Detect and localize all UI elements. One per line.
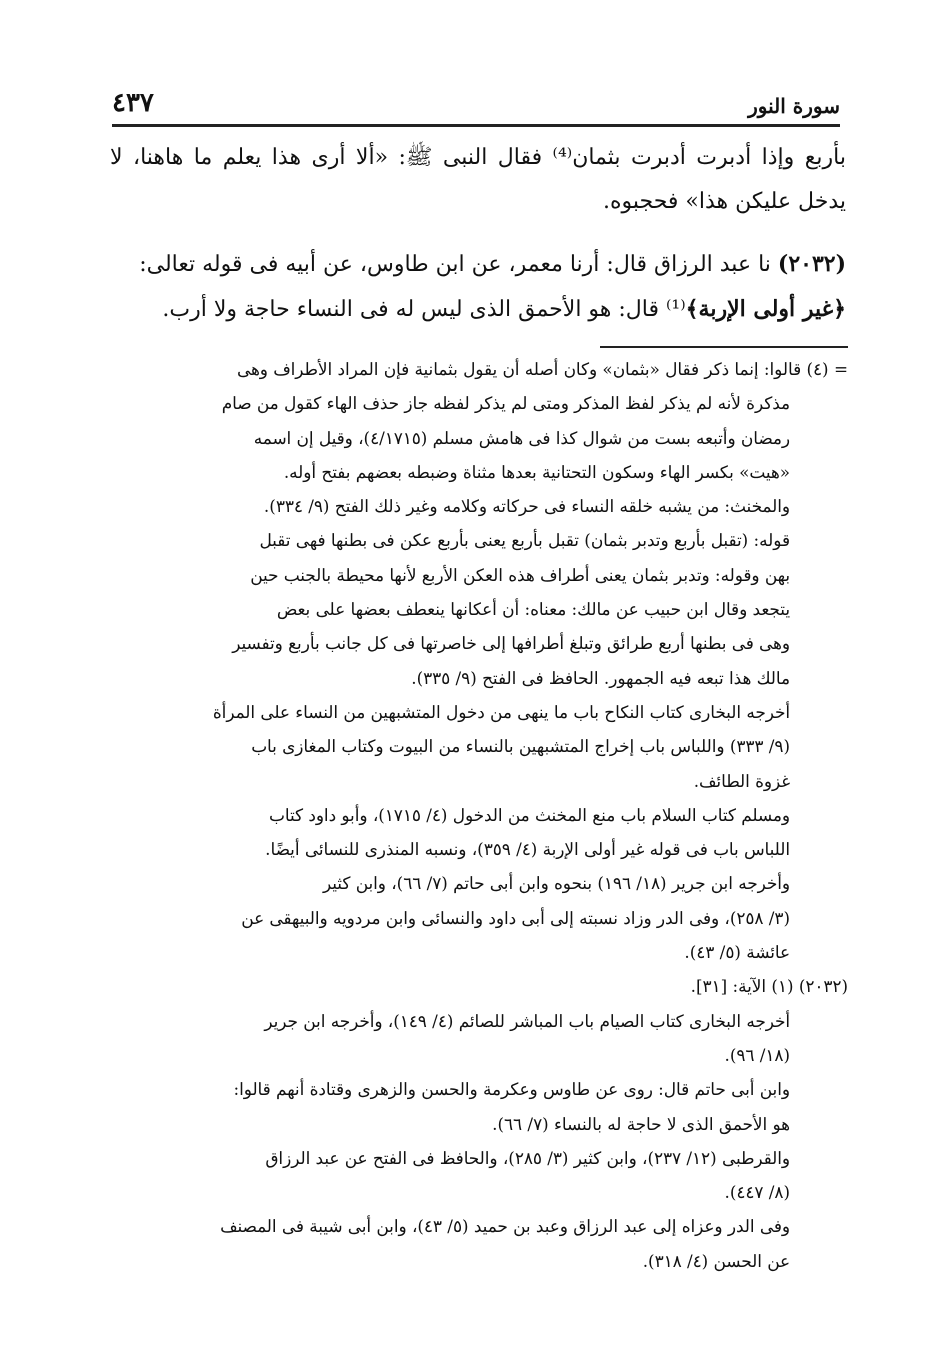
page-number: ٤٣٧ <box>112 88 154 118</box>
footnote-line: (٩/ ٣٣٣) واللباس باب إخراج المتشبهين بالنساء من البيوت وكتاب المغازى باب <box>251 736 790 757</box>
footnote-line: بهن وقوله: وتدبر بثمان يعنى أطراف هذه العكن الأربع لأنها محيطة بالجنب حين <box>250 564 790 585</box>
footnote-line: عن الحسن (٤/ ٣١٨). <box>642 1250 790 1271</box>
footnote-line: اللباس باب فى قوله غير أولى الإربة (٤/ ٣٥٩)، ونسبه المنذرى للنسائى أيضًا. <box>265 839 790 860</box>
continuation-mark: = <box>833 359 848 379</box>
hadith-chain: نا عبد الرزاق قال: أرنا معمر، عن ابن طاوس، عن أبيه فى قوله تعالى: <box>139 252 778 277</box>
footnote-line: ومسلم كتاب السلام باب منع المخنث من الدخول (٤/ ١٧١٥)، وأبو داود كتاب <box>269 804 790 825</box>
footnote-line: يتجعد وقال ابن حبيب عن مالك: معناه: أن أعكانها ينعطف بعضها على بعض <box>276 599 790 620</box>
footnote-line: والقرطبى (١٢/ ٢٣٧)، وابن كثير (٣/ ٢٨٥)، والحافظ فى الفتح عن عبد الرزاق <box>265 1147 790 1168</box>
footnote-line: (١٨/ ٩٦). <box>724 1044 790 1065</box>
footnote-line: مالك هذا تبعه فيه الجمهور. الحافظ فى الفتح (٩/ ٣٣٥). <box>411 667 790 688</box>
quran-quote: ﴿غير أولى الإربة﴾ <box>685 296 846 322</box>
footnote-line: أخرجه البخارى كتاب النكاح باب ما ينهى من دخول المتشبهين من النساء على المرأة <box>212 701 790 722</box>
footnote-line: «هيت» بكسر الهاء وسكون التحتانية بعدها مثناة وضبطه بعضهم بفتح أوله. <box>283 461 790 482</box>
footnote-4-body <box>108 386 848 969</box>
footnote-line: وهى فى بطنها أربع طرائق وتبلغ أطرافها إلى خاصرتها فى كل جانب بأربع وتفسير <box>232 633 790 654</box>
footnote-line: غزوة الطائف. <box>693 770 790 791</box>
footnote-line: = (٤) قالوا: إنما ذكر فقال «بثمان» وكان أصله أن يقول بثمانية فإن المراد الأطراف وهى <box>236 359 848 379</box>
footnote-line: (٢٠٣٢) (١) الآية: [٣١]. <box>690 976 848 997</box>
footnote-line: وأخرجه ابن جرير (١٨/ ١٩٦) بنحوه وابن أبى حاتم (٧/ ٦٦)، وابن كثير <box>322 873 790 894</box>
footnote-line: وفى الدر وعزاه إلى عبد الرزاق وعبد بن حميد (٥/ ٤٣)، وابن أبى شيبة فى المصنف <box>220 1216 790 1237</box>
main-paragraph: بأربع وإذا أدبرت أدبرت بثمان⁽⁴⁾ فقال النبى ﷺ: «ألا أرى هذا يعلم ما هاهنا، لا يدخل عليكن هذا» فحجبوه. <box>110 145 846 214</box>
hadith-number: (٢٠٣٢) <box>777 251 846 277</box>
footnote-line: (٨/ ٤٤٧). <box>724 1182 790 1203</box>
footnote-line: (٣/ ٢٥٨)، وفى الدر وزاد نسبته إلى أبى داود والنسائى وابن مردويه والبيهقى عن <box>241 907 790 928</box>
footnote-line: عائشة (٥/ ٤٣). <box>684 942 790 963</box>
footnote-line: مذكرة لأنه لم يذكر لفظ المذكر ومتى لم يذكر لفظه جاز حذف الهاء كقول من صام <box>221 393 790 414</box>
footnote-line: قوله: (تقبل بأربع وتدبر بثمان) تقبل بأربع يعنى بأربع عكن فى بطنها فهى تقبل <box>259 530 790 551</box>
hadith-paragraph <box>110 242 846 287</box>
footnote-line: وابن أبى حاتم قال: روى عن طاوس وعكرمة والحسن والزهرى وقتادة أنهم قالوا: <box>233 1079 790 1100</box>
footnote-line: هو الأحمق الذى لا حاجة له بالنساء (٧/ ٦٦). <box>492 1113 790 1134</box>
surah-title: سورة النور <box>748 94 840 118</box>
footnote-2032-body <box>108 1004 848 1278</box>
footnote-line: أخرجه البخارى كتاب الصيام باب المباشر للصائم (٤/ ١٤٩)، وأخرجه ابن جرير <box>264 1010 790 1031</box>
quran-paragraph <box>110 287 846 332</box>
footnote-marker: (٤) <box>806 359 829 379</box>
footnote-marker: (٢٠٣٢) (١) <box>771 976 848 997</box>
footnote-line: رمضان وأتبعه بست من شوال كذا فى هامش مسلم (٤/١٧١٥)، وقيل إن اسمه <box>253 427 790 448</box>
header-rule <box>112 124 840 127</box>
footnotes <box>108 352 848 1278</box>
footnote-separator <box>600 346 848 348</box>
page-header <box>112 84 840 120</box>
hadith-answer: ⁽¹⁾ قال: هو الأحمق الذى ليس له فى النساء حاجة ولا أرب. <box>162 297 686 322</box>
footnote-line: والمخنث: من يشبه خلقه النساء فى حركاته وكلامه وغير ذلك الفتح (٩/ ٣٣٤). <box>263 496 790 517</box>
main-text <box>110 136 846 332</box>
